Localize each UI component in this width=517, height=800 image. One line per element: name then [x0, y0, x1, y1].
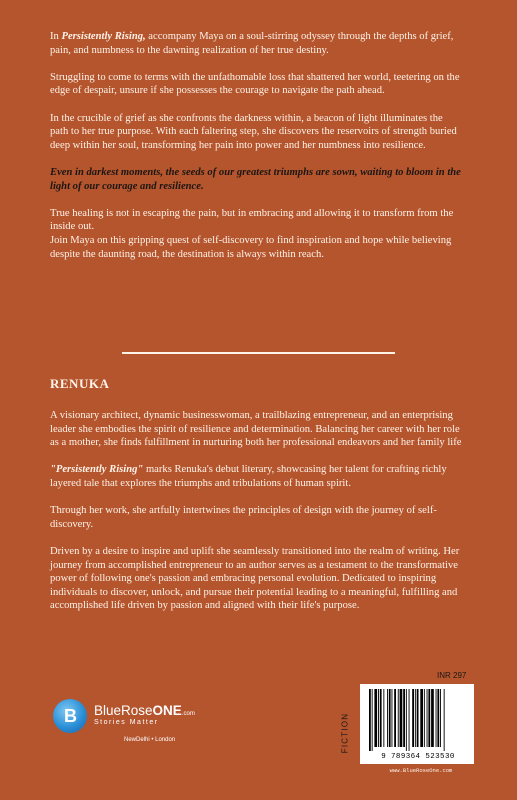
publisher-tagline: Stories Matter — [94, 719, 159, 726]
bio-paragraph-1: A visionary architect, dynamic businesswoman, a trailblazing entrepreneur, and an enterprising leader she embodies the spirit of resilience and determination. Balancing her career with her role as a mother, she finds fulfillment in nurturing both her professional endeavors and her family life — [50, 410, 462, 449]
author-bio — [50, 409, 463, 613]
bio-paragraph-2 — [50, 463, 463, 490]
barcode-bar — [378, 689, 379, 747]
pull-quote: Even in darkest moments, the seeds of our greatest triumphs are sown, waiting to bloom in the light of our courage and resilience. — [50, 166, 461, 192]
barcode-bar — [389, 689, 391, 747]
barcode-bar — [398, 689, 399, 747]
barcode-bar — [372, 689, 373, 751]
barcode-bar — [415, 689, 416, 747]
barcode-bar — [369, 689, 371, 751]
barcode-bar — [394, 689, 396, 747]
barcode-bar — [420, 689, 423, 747]
isbn-number: 9 789364 523530 — [381, 753, 455, 761]
blurb-p1-rest: accompany Maya on a soul-stirring odyssey through the depths of grief, pain, and numbness to the dawning realization of her true destiny. — [50, 31, 454, 56]
bio-p2-rest: marks Renuka's debut literary, showcasing her talent for crafting richly layered tale that explores the triumphs and tribulations of human spirit. — [50, 464, 447, 489]
barcode-bar — [380, 689, 382, 747]
barcode-bar — [431, 689, 434, 747]
barcode-bar — [424, 689, 425, 747]
bio-paragraph-3: Through her work, she artfully intertwines the principles of design with the journey of self-discovery. — [50, 505, 437, 530]
blurb-paragraph-5: Join Maya on this gripping quest of self-discovery to find inspiration and hope while believing despite the daunting road, the destination is always within reach. — [50, 234, 452, 260]
publisher-cities: NewDelhi • London — [124, 737, 176, 743]
barcode-bar — [406, 689, 407, 751]
barcode-bar — [437, 689, 439, 747]
barcode-bar — [383, 689, 384, 747]
blurb-p1-prefix: In — [50, 31, 62, 42]
blurb-paragraph-4: True healing is not in escaping the pain, but in embracing and allowing it to transform from the inside out. — [50, 207, 454, 233]
barcode-bar — [403, 689, 405, 747]
isbn-barcode — [368, 689, 468, 751]
blurb-paragraph-1 — [50, 30, 463, 57]
author-heading: RENUKA — [50, 376, 110, 391]
genre-label: FICTION — [340, 712, 350, 754]
publisher-name-suffix: .com — [181, 711, 195, 717]
barcode-bar — [428, 689, 430, 747]
barcode-bar — [427, 689, 428, 747]
bio-paragraph-4: Driven by a desire to inspire and uplift she seamlessly transitioned into the realm of writing. Her journey from accomplished entrepreneur to an author serves as a testament to the transformative power of following one's passion and embracing personal evolution. Dedicated to inspiring individuals to discover, unlock, and pursue their potential leading to a meaningful, fulfilling and accomplished life driven by passion and aligned with their life's purpose. — [50, 545, 460, 612]
barcode-bar — [400, 689, 403, 747]
blurb-paragraph-3: In the crucible of grief as she confronts the darkness within, a beacon of light illuminates the path to her true purpose. With each faltering step, she discovers the reservoirs of strength buried deep within her soul, transforming her pain into power and her numbness into resilience. — [50, 112, 457, 151]
publisher-website: www.BlueRoseOne.com — [389, 767, 453, 774]
barcode-bar — [409, 689, 410, 751]
barcode-bar — [374, 689, 377, 747]
barcode-bar — [417, 689, 419, 747]
barcode-bar — [412, 689, 414, 747]
barcode-bar — [440, 689, 441, 747]
price-label: INR 297 — [437, 671, 467, 680]
barcode-bar — [444, 689, 445, 751]
publisher-logo — [50, 697, 240, 745]
barcode-bar — [387, 689, 388, 747]
publisher-name-blue: BlueRose — [94, 703, 153, 718]
blurb-paragraph-2: Struggling to come to terms with the unfathomable loss that shattered her world, teetering on the edge of despair, unsure if she possesses the courage to navigate the path ahead. — [50, 71, 460, 97]
barcode-bar — [436, 689, 437, 747]
book-title-inline: Persistently Rising, — [61, 31, 146, 42]
blurb — [50, 30, 463, 261]
book-title-inline: "Persistently Rising" — [50, 464, 144, 476]
publisher-name-one: ONE — [152, 703, 182, 718]
section-divider — [122, 352, 395, 354]
barcode-bar — [392, 689, 393, 747]
logo-letter: B — [64, 706, 77, 726]
